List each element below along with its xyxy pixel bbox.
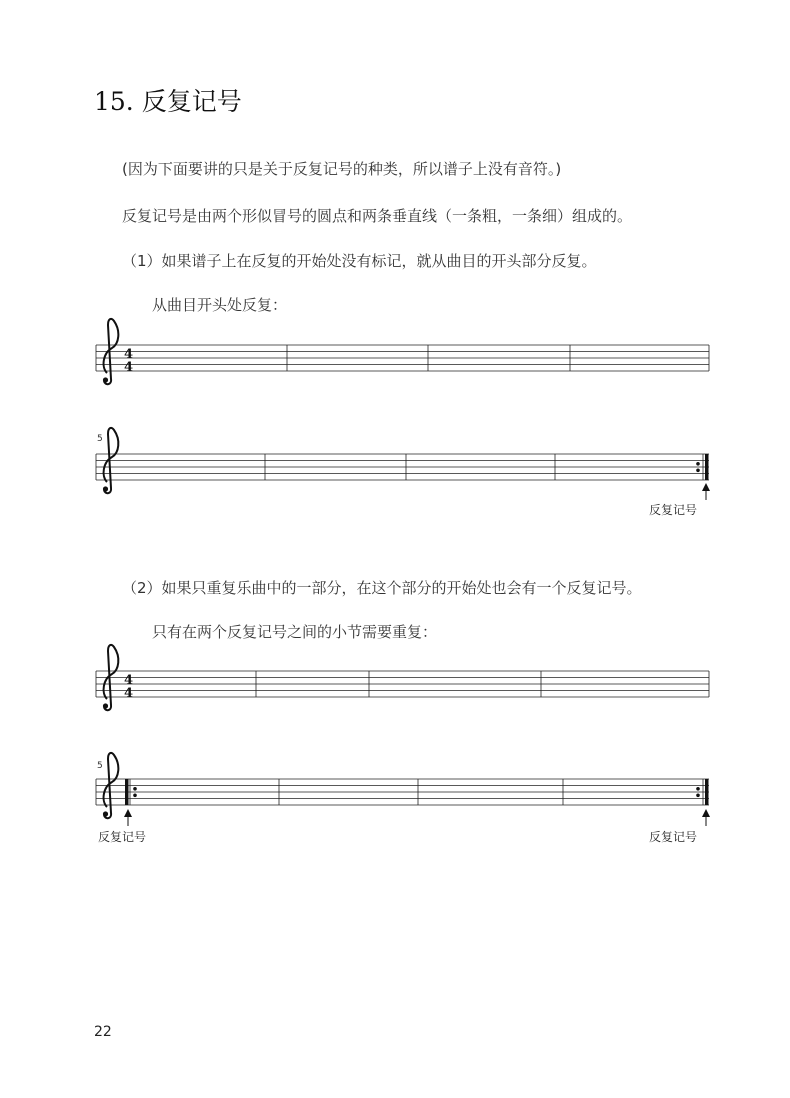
arrow-up-icon bbox=[702, 483, 710, 500]
measure-number: 5 bbox=[97, 434, 103, 444]
staff-2 bbox=[96, 428, 710, 517]
case2-caption: 只有在两个反复记号之间的小节需要重复： bbox=[152, 623, 438, 641]
repeat-label: 反复记号 bbox=[98, 830, 147, 844]
arrow-up-icon bbox=[124, 809, 132, 826]
end-repeat-thick-bar bbox=[705, 454, 709, 480]
staff-3 bbox=[96, 645, 709, 710]
section-title: 15. 反复记号 bbox=[94, 87, 242, 116]
repeat-label: 反复记号 bbox=[649, 830, 698, 844]
arrow-up-icon bbox=[702, 809, 710, 826]
time-signature-top: 4 bbox=[124, 347, 134, 362]
end-repeat-thick-bar bbox=[705, 779, 709, 805]
repeat-dot bbox=[696, 787, 700, 791]
measure-number: 5 bbox=[97, 761, 103, 771]
repeat-label: 反复记号 bbox=[649, 503, 698, 517]
repeat-dot bbox=[133, 794, 137, 798]
staff-4 bbox=[96, 753, 710, 844]
repeat-dot bbox=[696, 794, 700, 798]
time-signature-bottom: 4 bbox=[124, 360, 134, 375]
case2-paragraph: （2）如果只重复乐曲中的一部分，在这个部分的开始处也会有一个反复记号。 bbox=[122, 579, 642, 597]
start-repeat-thick-bar bbox=[125, 779, 129, 805]
page-number: 22 bbox=[94, 1024, 112, 1040]
repeat-dot bbox=[133, 787, 137, 791]
repeat-dot bbox=[696, 469, 700, 473]
intro-paragraph: 反复记号是由两个形似冒号的圆点和两条垂直线（一条粗，一条细）组成的。 bbox=[122, 207, 633, 225]
case1-paragraph: （1）如果谱子上在反复的开始处没有标记，就从曲目的开头部分反复。 bbox=[122, 252, 597, 270]
case1-caption: 从曲目开头处反复： bbox=[152, 296, 288, 314]
time-signature-bottom: 4 bbox=[124, 686, 134, 701]
repeat-dot bbox=[696, 462, 700, 466]
note-paragraph: (因为下面要讲的只是关于反复记号的种类，所以谱子上没有音符。) bbox=[122, 160, 562, 178]
time-signature-top: 4 bbox=[124, 673, 134, 688]
staff-1 bbox=[96, 319, 709, 384]
